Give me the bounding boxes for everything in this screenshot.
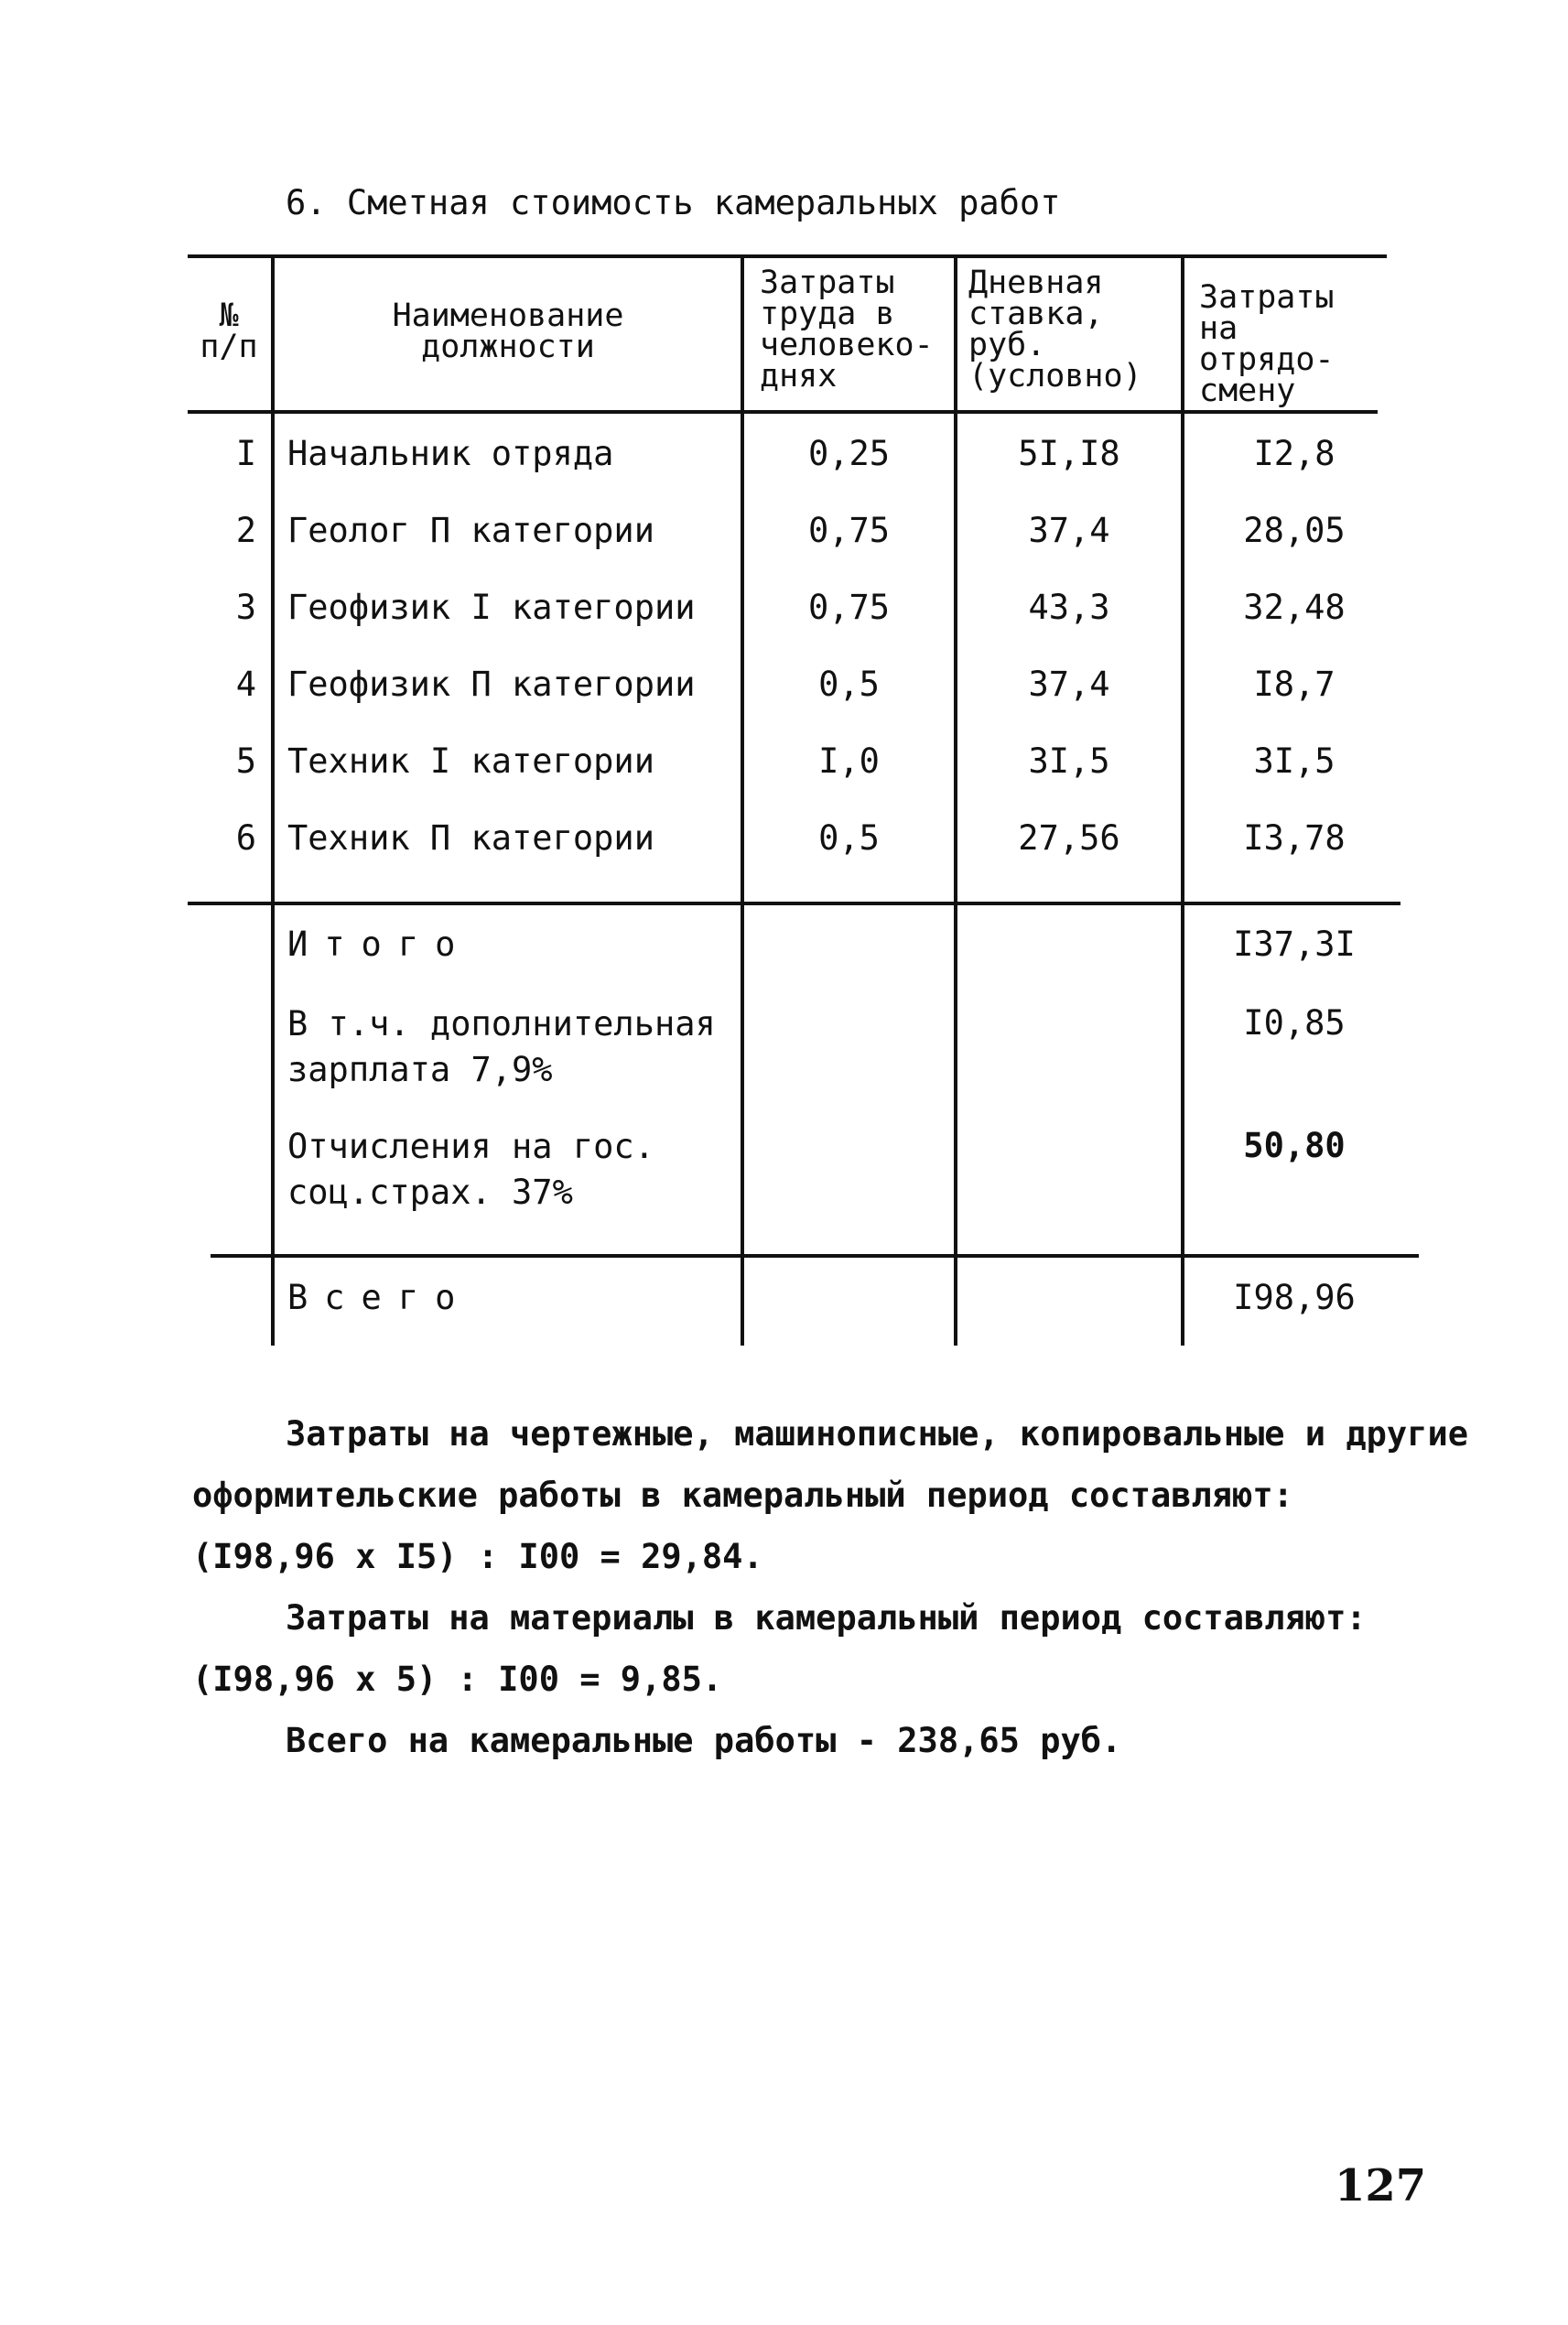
labor-days: 0,25 bbox=[807, 434, 891, 473]
header-cost: Затраты на отрядо- смену bbox=[1199, 279, 1335, 409]
table-summary-rule bbox=[211, 1254, 1419, 1258]
total-label: Итого bbox=[287, 925, 472, 964]
position-name: Техник I категории bbox=[287, 741, 654, 781]
labor-days: 0,5 bbox=[818, 818, 880, 858]
row-number: 5 bbox=[235, 741, 256, 781]
header-num: № п/п bbox=[200, 297, 258, 365]
position-name: Техник П категории bbox=[287, 818, 654, 858]
shift-cost: 32,48 bbox=[1243, 588, 1346, 627]
row-number: I bbox=[235, 434, 256, 473]
paragraph-line: Затраты на материалы в камеральный период составляют: bbox=[286, 1598, 1367, 1638]
total-value: I37,3I bbox=[1233, 925, 1356, 964]
position-name: Геолог П категории bbox=[287, 511, 654, 550]
paragraph-line: (I98,96 х 5) : I00 = 9,85. bbox=[192, 1660, 723, 1699]
header-rate: Дневная ставка, руб. (условно) bbox=[968, 265, 1142, 395]
daily-rate: 37,4 bbox=[1028, 511, 1110, 550]
row-number: 3 bbox=[235, 588, 256, 627]
grand-total-value: I98,96 bbox=[1233, 1278, 1356, 1317]
shift-cost: I8,7 bbox=[1253, 665, 1336, 704]
extra-pay-value: I0,85 bbox=[1243, 1003, 1346, 1043]
paragraph-line: (I98,96 х I5) : I00 = 29,84. bbox=[192, 1537, 763, 1576]
daily-rate: 37,4 bbox=[1028, 665, 1110, 704]
paragraph-line: Затраты на чертежные, машинописные, копировальные и другие bbox=[286, 1414, 1469, 1454]
daily-rate: 43,3 bbox=[1028, 588, 1110, 627]
shift-cost: 28,05 bbox=[1243, 511, 1346, 550]
position-name: Геофизик П категории bbox=[287, 665, 696, 704]
col-divider-1 bbox=[271, 256, 275, 1346]
row-number: 2 bbox=[235, 511, 256, 550]
row-number: 4 bbox=[235, 665, 256, 704]
shift-cost: 3I,5 bbox=[1253, 741, 1336, 781]
table-body-rule bbox=[188, 902, 1400, 905]
paragraph-line: оформительские работы в камеральный период составляют: bbox=[192, 1476, 1293, 1515]
position-name: Геофизик I категории bbox=[287, 588, 696, 627]
grand-total-label: Всего bbox=[287, 1278, 472, 1317]
shift-cost: I2,8 bbox=[1253, 434, 1336, 473]
table-top-rule bbox=[188, 254, 1387, 258]
page-title: 6. Сметная стоимость камеральных работ bbox=[286, 183, 1061, 222]
col-divider-2 bbox=[741, 256, 744, 1346]
col-divider-4 bbox=[1181, 256, 1184, 1346]
social-insurance-value: 50,80 bbox=[1243, 1126, 1346, 1165]
header-name: Наименование должности bbox=[392, 297, 624, 365]
labor-days: I,0 bbox=[818, 741, 880, 781]
row-number: 6 bbox=[235, 818, 256, 858]
extra-pay-label: В т.ч. дополнительная зарплата 7,9% bbox=[287, 1004, 716, 1089]
daily-rate: 3I,5 bbox=[1028, 741, 1110, 781]
labor-days: 0,5 bbox=[818, 665, 880, 704]
shift-cost: I3,78 bbox=[1243, 818, 1346, 858]
page-number: 127 bbox=[1335, 2160, 1427, 2211]
daily-rate: 5I,I8 bbox=[1018, 434, 1120, 473]
table-header-rule bbox=[188, 410, 1378, 414]
social-insurance-label: Отчисления на гос. соц.страх. 37% bbox=[287, 1127, 654, 1212]
daily-rate: 27,56 bbox=[1018, 818, 1120, 858]
labor-days: 0,75 bbox=[807, 511, 891, 550]
col-divider-3 bbox=[954, 256, 957, 1346]
labor-days: 0,75 bbox=[807, 588, 891, 627]
position-name: Начальник отряда bbox=[287, 434, 614, 473]
paragraph-line: Всего на камеральные работы - 238,65 руб. bbox=[286, 1721, 1122, 1760]
header-labor: Затраты труда в человеко- днях bbox=[760, 265, 934, 395]
